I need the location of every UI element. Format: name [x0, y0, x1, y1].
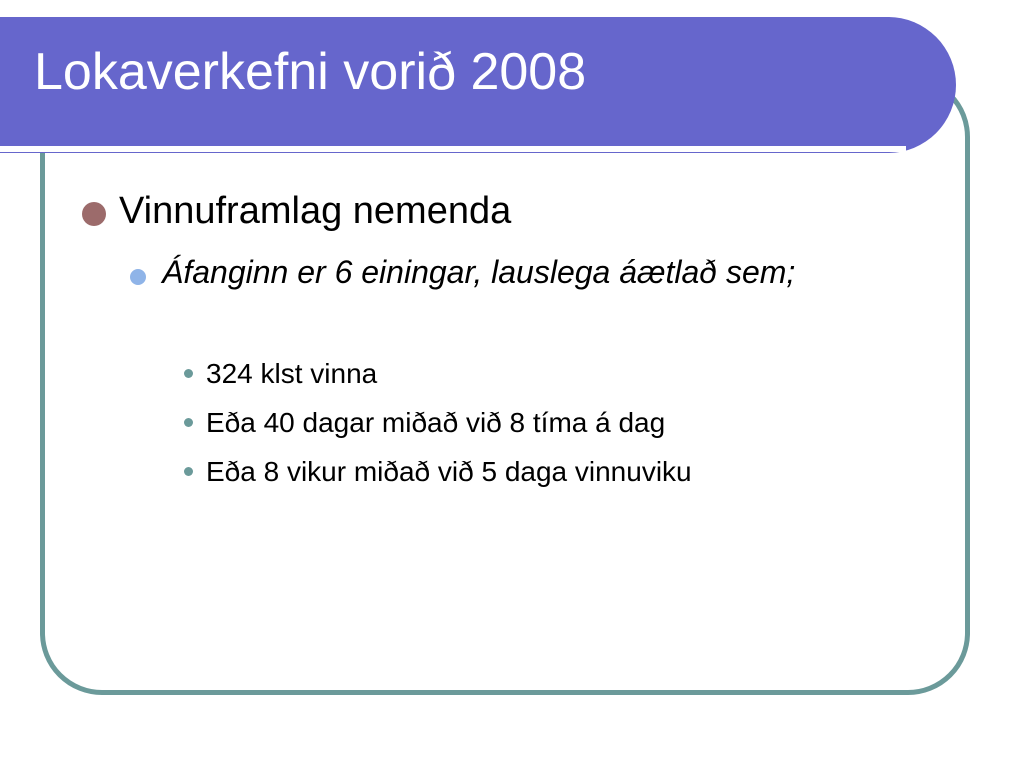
round-bullet-icon: [184, 369, 193, 378]
bullet-level3-item: [184, 356, 904, 391]
bullet-level2-text: Áfanginn er 6 einingar, lauslega áætlað sem;: [162, 254, 796, 290]
title-underline: [0, 146, 906, 152]
bullet-level3-list: [184, 356, 904, 503]
bullet-level3-text: Eða 8 vikur miðað við 5 daga vinnuviku: [206, 455, 692, 487]
slide-title: Lokaverkefni vorið 2008: [34, 43, 587, 101]
bullet-level3-item: [184, 405, 904, 440]
round-bullet-icon: [130, 269, 146, 285]
bullet-level2-item: [130, 253, 880, 291]
bullet-level1-item: [82, 187, 942, 236]
bullet-level3-text: Eða 40 dagar miðað við 8 tíma á dag: [206, 406, 666, 438]
round-bullet-icon: [184, 418, 193, 427]
bullet-level3-item: [184, 454, 904, 489]
round-bullet-icon: [184, 467, 193, 476]
bullet-level1-text: Vinnuframlag nemenda: [119, 190, 512, 232]
bullet-level3-text: 324 klst vinna: [206, 357, 378, 389]
round-bullet-icon: [82, 202, 106, 226]
